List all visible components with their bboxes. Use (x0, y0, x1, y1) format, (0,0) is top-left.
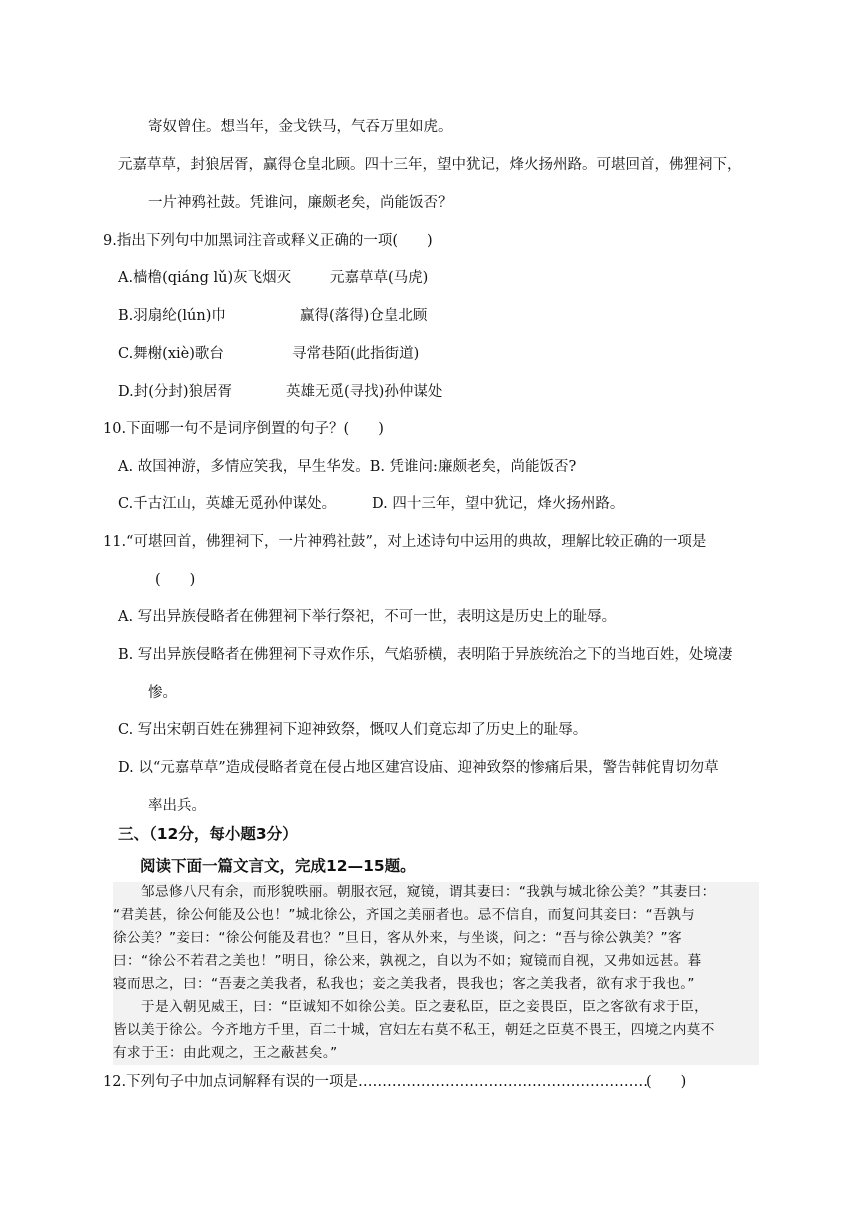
passage-line: 皆以美于徐公。今齐地方千里，百二十城，宫妇左右莫不私王，朝廷之臣莫不畏王，四境之内莫不 (113, 1022, 715, 1038)
q9-option-c-2: 寻常巷陌(此指街道) (292, 346, 420, 362)
q9-option-c: C.舞榭(xiè)歌台 (118, 346, 224, 362)
question-9-stem: 9.指出下列句中加黑词注音或释义正确的一项( ) (103, 233, 433, 249)
poem-line-2: 元嘉草草，封狼居胥，赢得仓皇北顾。四十三年，望中犹记，烽火扬州路。可堪回首，佛狸祠下， (118, 157, 742, 173)
passage-line: 徐公美？”妾曰：“徐公何能及君也？”旦日，客从外来，与坐谈，问之：“吾与徐公孰美？”客 (113, 930, 682, 946)
section-3-instruction: 阅读下面一篇文言文，完成12—15题。 (140, 857, 416, 875)
poem-line-3: 一片神鸦社鼓。凭谁问，廉颇老矣，尚能饭否？ (148, 195, 453, 211)
passage-line: 有求于王：由此观之，王之蔽甚矣。” (113, 1045, 338, 1061)
section-3-heading: 三、（12分，每小题3分） (118, 825, 298, 843)
q10-option-c: C.千古江山，英雄无觅孙仲谋处。 (118, 496, 337, 512)
q11-option-b: B. 写出异族侵略者在佛狸祠下寻欢作乐，气焰骄横，表明陷于异族统治之下的当地百姓，处境凄 (118, 647, 733, 663)
q10-option-d: D. 四十三年，望中犹记，烽火扬州路。 (372, 496, 625, 512)
q11-option-d: D. 以“元嘉草草”造成侵略者竟在侵占地区建宫设庙、迎神致祭的惨痛后果，警告韩侂胄切勿草 (118, 760, 719, 776)
passage-line: 邹忌修八尺有余，而形貌昳丽。朝服衣冠，窥镜，谓其妻曰：“我孰与城北徐公美？”其妻曰： (113, 884, 716, 900)
q11-answer-paren: ( ) (155, 572, 196, 588)
question-12-stem: 12.下列句子中加点词解释有误的一项是…………………………………………………… (103, 1074, 649, 1090)
q9-option-a-2: 元嘉草草(马虎) (330, 270, 429, 286)
q11-option-a: A. 写出异族侵略者在佛狸祠下举行祭祀，不可一世，表明这是历史上的耻辱。 (118, 609, 617, 625)
classical-passage (113, 882, 759, 1065)
q11-option-b-cont: 惨。 (148, 685, 177, 701)
q9-option-b-2: 赢得(落得)仓皇北顾 (300, 308, 428, 324)
q9-option-b: B.羽扇纶(lún)巾 (118, 308, 226, 324)
passage-line: “君美甚，徐公何能及公也！”城北徐公，齐国之美丽者也。忌不信自，而复问其妾曰：“吾孰与 (113, 907, 696, 923)
passage-line: 寝而思之，曰：“吾妻之美我者，私我也；妾之美我者，畏我也；客之美我者，欲有求于我也。” (113, 976, 695, 992)
passage-line: 于是入朝见威王，曰：“臣诚知不如徐公美。臣之妻私臣，臣之妾畏臣，臣之客欲有求于臣， (113, 999, 709, 1015)
q9-option-d-2: 英雄无觅(寻找)孙仲谋处 (286, 384, 443, 400)
q10-options-ab: A. 故国神游，多情应笑我，早生华发。B. 凭谁问:廉颇老矣，尚能饭否? (118, 459, 577, 475)
q11-option-c: C. 写出宋朝百姓在狒狸祠下迎神致祭，慨叹人们竟忘却了历史上的耻辱。 (118, 722, 588, 738)
q11-option-d-cont: 率出兵。 (148, 798, 206, 814)
question-11-stem: 11.“可堪回首，佛狸祠下，一片神鸦社鼓”，对上述诗句中运用的典故，理解比较正确的一项是 (103, 534, 707, 550)
poem-line-1: 寄奴曾住。想当年，金戈铁马，气吞万里如虎。 (148, 119, 453, 135)
passage-line: 曰：“徐公不若君之美也！”明日，徐公来，孰视之，自以为不如；窥镜而自视，又弗如远甚。暮 (113, 953, 702, 969)
q9-option-d: D.封(分封)狼居胥 (118, 384, 233, 400)
q12-answer-paren: ( ) (646, 1074, 687, 1090)
question-10-stem: 10.下面哪一句不是词序倒置的句子？( ) (103, 421, 384, 437)
q9-option-a: A.樯橹(qiáng lǔ)灰飞烟灭 (118, 270, 292, 286)
